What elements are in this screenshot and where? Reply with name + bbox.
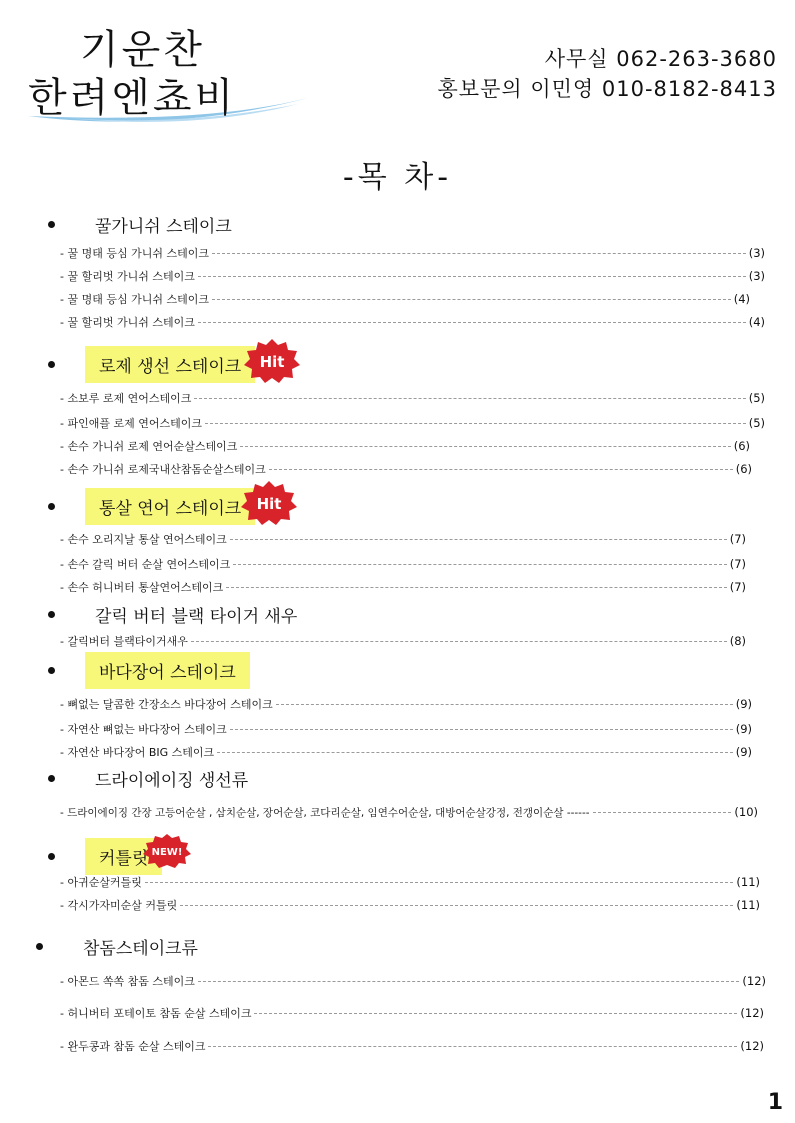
leader-dots (230, 729, 733, 730)
entry-title: - 파인애플 로제 연어스테이크 (60, 417, 202, 430)
toc-entry (60, 743, 752, 761)
toc-entry (60, 896, 760, 914)
toc-entry (60, 460, 752, 478)
leader-dots (254, 1013, 737, 1014)
section-heading (36, 931, 208, 961)
entry-title: - 손수 가니쉬 로제 연어순살스테이크 (60, 440, 238, 453)
toc-entry (60, 1037, 764, 1055)
entry-page: (7) (729, 580, 746, 594)
entry-page: (5) (748, 416, 765, 430)
entry-page: (11) (736, 898, 760, 912)
entry-page: (6) (735, 462, 752, 476)
toc-entry (60, 632, 746, 650)
entry-title: - 꿀 할리벗 가니쉬 스테이크 (60, 270, 195, 283)
entry-title: - 손수 가니쉬 로제국내산참돔순살스테이크 (60, 463, 266, 476)
entry-title: - 아몬드 쏙쏙 참돔 스테이크 (60, 975, 195, 988)
leader-dots (191, 641, 727, 642)
leader-dots (240, 446, 730, 447)
logo-line2: 한려엔쵸비 (28, 75, 237, 121)
toc-entry (60, 972, 766, 990)
bullet-icon (48, 853, 55, 860)
leader-dots (593, 812, 732, 813)
entry-page: (9) (735, 722, 752, 736)
office-phone: 사무실 062-263-3680 (544, 47, 777, 71)
entry-title: - 꿀 명태 등심 가니쉬 스테이크 (60, 293, 209, 306)
entry-page: (4) (733, 292, 750, 306)
leader-dots (212, 299, 731, 300)
entry-page: (11) (736, 875, 760, 889)
entry-page: (12) (742, 974, 766, 988)
toc-entry (60, 530, 746, 548)
entry-title: - 아귀순살커틀릿 (60, 876, 142, 889)
entry-title: - 손수 허니버터 통살연어스테이크 (60, 581, 224, 594)
entry-page: (9) (735, 745, 752, 759)
company-logo (28, 18, 318, 121)
bullet-icon (48, 503, 55, 510)
leader-dots (198, 322, 746, 323)
leader-dots (198, 276, 746, 277)
toc-entry (60, 244, 765, 262)
bullet-icon (48, 221, 55, 228)
section-heading (48, 349, 255, 379)
leader-dots (230, 539, 727, 540)
toc-entry (60, 695, 752, 713)
toc-entry (60, 578, 746, 596)
entry-title: - 뼈없는 달콤한 간장소스 바다장어 스테이크 (60, 698, 273, 711)
entry-page: (3) (748, 246, 765, 260)
section-label: 드라이에이징 생선류 (95, 770, 249, 791)
section-label: 로제 생선 스테이크 (85, 346, 255, 383)
toc-entry (60, 267, 765, 285)
section-heading (48, 491, 255, 521)
section-heading (48, 599, 307, 629)
leader-dots (276, 704, 733, 705)
entry-page: (7) (729, 532, 746, 546)
promo-contact: 홍보문의 이민영 010-8182-8413 (437, 77, 777, 101)
toc-entry (60, 389, 765, 407)
entry-page: (5) (748, 391, 765, 405)
hit-badge-label: Hit (256, 495, 282, 513)
leader-dots (226, 587, 726, 588)
toc-entry (60, 437, 750, 455)
entry-page: (12) (740, 1006, 764, 1020)
section-heading (48, 763, 258, 793)
section-label: 커틀릿 (85, 838, 162, 875)
bullet-icon (48, 667, 55, 674)
entry-title: - 손수 오리지날 통살 연어스테이크 (60, 533, 227, 546)
section-label: 갈릭 버터 블랙 타이거 새우 (95, 606, 298, 627)
section-label: 바다장어 스테이크 (85, 652, 250, 689)
entry-title: - 자연산 바다장어 BIG 스테이크 (60, 746, 215, 759)
entry-title: - 꿀 명태 등심 가니쉬 스테이크 (60, 247, 209, 260)
page-number: 1 (767, 1090, 783, 1115)
entry-title: - 각시가자미순살 커틀릿 (60, 899, 178, 912)
toc-entry (60, 873, 760, 891)
entry-page: (3) (748, 269, 765, 283)
toc-entry (60, 313, 765, 331)
entry-page: (8) (729, 634, 746, 648)
entry-title: - 갈릭버터 블랙타이거새우 (60, 635, 188, 648)
leader-dots (194, 398, 745, 399)
bullet-icon (48, 775, 55, 782)
bullet-icon (48, 361, 55, 368)
entry-page: (10) (734, 805, 758, 819)
entry-title: - 완두콩과 참돔 순살 스테이크 (60, 1040, 206, 1053)
leader-dots (145, 882, 734, 883)
toc-entry (60, 803, 758, 821)
entry-title: - 소보루 로제 연어스테이크 (60, 392, 192, 405)
hit-badge-icon (243, 338, 301, 384)
entry-title: - 드라이에이징 간장 고등어순살 , 삼치순살, 장어순살, 코다리순살, 임연수어순살, 대방어순살강정, 전갱이순살 ------ (60, 806, 590, 819)
section-heading (48, 655, 250, 685)
leader-dots (205, 423, 746, 424)
section-label: 꿀가니쉬 스테이크 (95, 216, 232, 237)
bullet-icon (36, 943, 43, 950)
entry-title: - 자연산 뼈없는 바다장어 스테이크 (60, 723, 227, 736)
bullet-icon (48, 611, 55, 618)
leader-dots (212, 253, 746, 254)
new-badge-label: NEW! (151, 847, 183, 858)
toc-entry (60, 720, 752, 738)
leader-dots (233, 564, 726, 565)
entry-page: (4) (748, 315, 765, 329)
leader-dots (198, 981, 740, 982)
section-label: 참돔스테이크류 (83, 938, 198, 959)
entry-page: (12) (740, 1039, 764, 1053)
contact-info (438, 44, 777, 104)
entry-page: (7) (729, 557, 746, 571)
toc-entry (60, 290, 750, 308)
logo-line1: 기운찬 (80, 27, 205, 73)
entry-title: - 손수 갈릭 버터 순살 연어스테이크 (60, 558, 231, 571)
leader-dots (208, 1046, 737, 1047)
entry-page: (6) (733, 439, 750, 453)
toc-title: -목 차- (342, 160, 453, 195)
leader-dots (217, 752, 733, 753)
toc-entry (60, 414, 765, 432)
section-label: 통살 연어 스테이크 (85, 488, 255, 525)
toc-entry (60, 555, 746, 573)
hit-badge-icon (240, 480, 298, 526)
leader-dots (180, 905, 733, 906)
new-badge-icon (142, 833, 192, 869)
section-heading (48, 209, 242, 239)
toc-entry (60, 1004, 764, 1022)
entry-title: - 허니버터 포테이토 참돔 순살 스테이크 (60, 1007, 252, 1020)
hit-badge-label: Hit (259, 353, 285, 371)
entry-title: - 꿀 할리벗 가니쉬 스테이크 (60, 316, 195, 329)
entry-page: (9) (735, 697, 752, 711)
leader-dots (269, 469, 733, 470)
